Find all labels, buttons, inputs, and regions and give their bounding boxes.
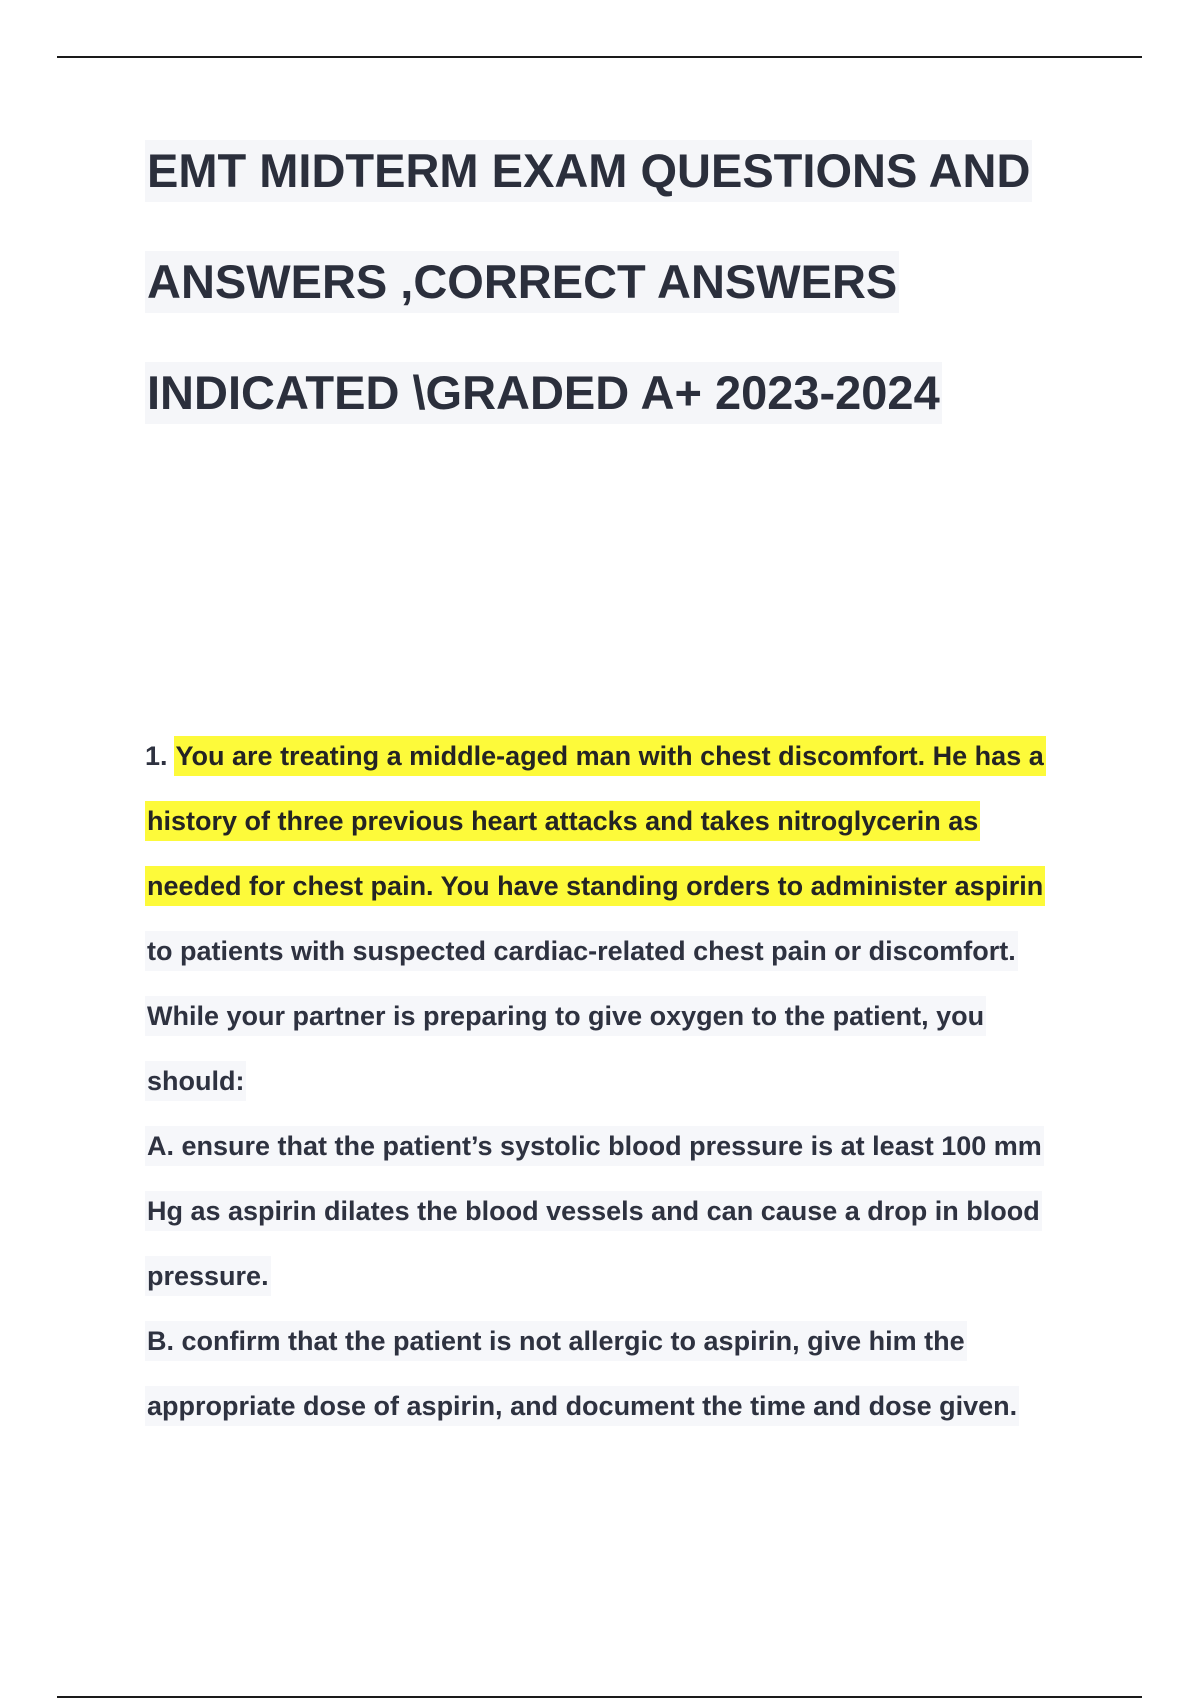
option-a-text: Hg as aspirin dilates the blood vessels and can cause a drop in blood: [145, 1191, 1042, 1231]
question-line: [145, 996, 1105, 1061]
question-number: 1.: [145, 741, 168, 771]
option-a-text: A. ensure that the patient’s systolic blood pressure is at least 100 mm: [145, 1126, 1044, 1166]
highlighted-text: needed for chest pain. You have standing orders to administer aspirin: [145, 866, 1045, 906]
answer-option-line: [145, 1321, 1105, 1386]
option-b-text: B. confirm that the patient is not allergic to aspirin, give him the: [145, 1321, 967, 1361]
question-line: [145, 931, 1105, 996]
bottom-rule: [57, 1696, 1142, 1698]
answer-option-line: [145, 1126, 1105, 1191]
question-1: [145, 736, 1105, 1451]
question-line: [145, 736, 1105, 801]
highlighted-text: history of three previous heart attacks and takes nitroglycerin as: [145, 801, 980, 841]
question-line: [145, 1061, 1105, 1126]
top-rule: [57, 56, 1142, 58]
question-line: [145, 801, 1105, 866]
option-b-text: appropriate dose of aspirin, and document the time and dose given.: [145, 1386, 1019, 1426]
answer-option-line: [145, 1256, 1105, 1321]
title-line: ANSWERS ,CORRECT ANSWERS: [145, 251, 1105, 362]
title-line: EMT MIDTERM EXAM QUESTIONS AND: [145, 140, 1105, 251]
document-title: [145, 140, 1105, 473]
highlighted-text: You are treating a middle-aged man with chest discomfort. He has a: [174, 736, 1046, 776]
option-a-text: pressure.: [145, 1256, 271, 1296]
question-text: While your partner is preparing to give oxygen to the patient, you: [145, 996, 986, 1036]
title-line: INDICATED \GRADED A+ 2023-2024: [145, 362, 1105, 473]
question-text: to patients with suspected cardiac-related chest pain or discomfort.: [145, 931, 1018, 971]
question-line: [145, 866, 1105, 931]
answer-option-line: [145, 1386, 1105, 1451]
question-text: should:: [145, 1061, 246, 1101]
answer-option-line: [145, 1191, 1105, 1256]
